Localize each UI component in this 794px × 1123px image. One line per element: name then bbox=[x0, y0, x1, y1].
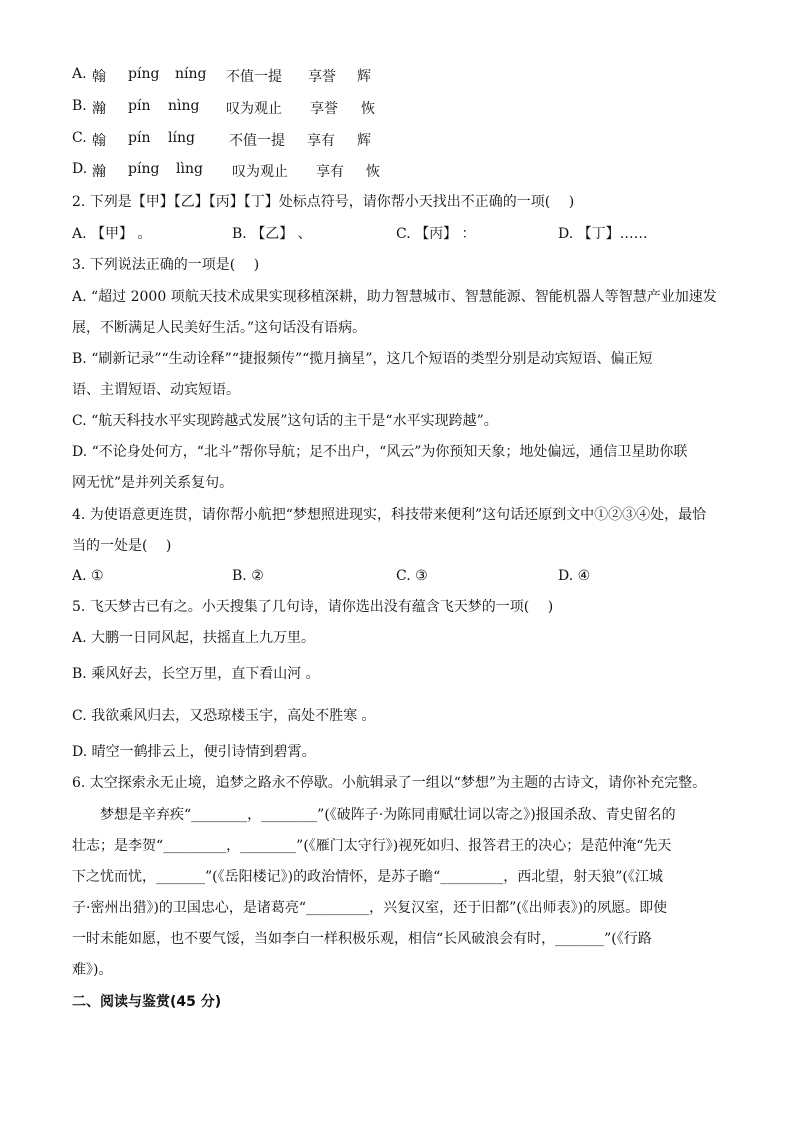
q4-option-d: D. ④ bbox=[558, 568, 591, 584]
q4-option-c: C. ③ bbox=[396, 568, 428, 584]
q3-option-b: B. “刷新记录”“生动诠释”“捷报频传”“揽月摘星”，这几个短语的类型分别是动宾短语、偏正短 bbox=[72, 351, 653, 367]
q3-option-a-cont: 展，不断满足人民美好生活。”这句话没有语病。 bbox=[72, 320, 367, 336]
q6-paragraph-line: 壮志；是李贺“_________，________”(《雁门太守行》)视死如归、报答君王的决心；是范仲淹“先天 bbox=[72, 838, 672, 854]
q1-option-word: 恢 bbox=[366, 164, 380, 180]
q1-option-word: 恢 bbox=[361, 101, 375, 117]
q1-option-pinyin: píng bbox=[128, 66, 160, 82]
q1-option-word: 翰 bbox=[92, 69, 106, 85]
q2-option-b: B. 【乙】 、 bbox=[232, 226, 312, 242]
q1-option-b bbox=[0, 98, 794, 118]
q1-option-pinyin: líng bbox=[168, 130, 195, 146]
q1-option-label: D. bbox=[72, 161, 88, 177]
q1-option-idiom: 叹为观止 bbox=[232, 164, 288, 180]
q1-option-pinyin: pín bbox=[128, 130, 151, 146]
q4-stem: 4. 为使语意更连贯，请你帮小航把“梦想照进现实，科技带来便利”这句话还原到文中①②③④处，最恰 bbox=[72, 507, 707, 523]
q5-stem: 5. 飞天梦古已有之。小天搜集了几句诗，请你选出没有蕴含飞天梦的一项( ) bbox=[72, 599, 554, 615]
q3-option-d: D. “不论身处何方，“北斗”帮你导航；足不出户，“风云”为你预知天象；地处偏远，通信卫星助你联 bbox=[72, 444, 688, 460]
q6-paragraph-line: 下之忧而忧，_______”(《岳阳楼记》)的政治情怀，是苏子瞻“_________，西北望，射天狼”(《江城 bbox=[72, 869, 663, 885]
q5-option-b: B. 乘风好去，长空万里，直下看山河 。 bbox=[72, 666, 320, 682]
q1-option-label: B. bbox=[72, 98, 87, 114]
q3-option-d-cont: 网无忧”是并列关系复句。 bbox=[72, 475, 234, 491]
q1-option-word: 辉 bbox=[357, 133, 371, 149]
q1-option-pinyin: pín bbox=[128, 98, 151, 114]
q1-option-pinyin: lìng bbox=[176, 161, 203, 177]
q1-option-idiom: 不值一提 bbox=[229, 133, 285, 149]
q1-option-pinyin: níng bbox=[175, 66, 207, 82]
q4-stem-cont: 当的一处是( ) bbox=[72, 538, 172, 554]
q4-option-a: A. ① bbox=[72, 568, 104, 584]
q1-option-label: A. bbox=[72, 66, 87, 82]
q5-option-d: D. 晴空一鹤排云上，便引诗情到碧霄。 bbox=[72, 744, 316, 760]
q1-option-word: 辉 bbox=[357, 69, 371, 85]
q4-option-b: B. ② bbox=[232, 568, 264, 584]
q1-option-pinyin: nìng bbox=[168, 98, 200, 114]
q6-paragraph-line: 难》)。 bbox=[72, 962, 113, 978]
q1-option-word: 瀚 bbox=[92, 101, 106, 117]
q1-option-idiom: 叹为观止 bbox=[226, 101, 282, 117]
q3-option-b-cont: 语、主谓短语、动宾短语。 bbox=[72, 382, 240, 398]
q3-option-a: A. “超过 2000 项航天技术成果实现移植深耕，助力智慧城市、智慧能源、智能机器人等智慧产业加速发 bbox=[72, 289, 717, 305]
q1-option-pinyin: píng bbox=[128, 161, 160, 177]
q1-option-word: 享誉 bbox=[310, 101, 338, 117]
q5-option-a: A. 大鹏一日同风起，扶摇直上九万里。 bbox=[72, 630, 316, 646]
q1-option-word: 翰 bbox=[92, 133, 106, 149]
q1-option-word: 瀚 bbox=[92, 164, 106, 180]
q6-stem: 6. 太空探索永无止境，追梦之路永不停歇。小航辑录了一组以“梦想”为主题的古诗文，请你补充完整。 bbox=[72, 775, 707, 791]
q6-paragraph-line: 一时未能如愿，也不要气馁，当如李白一样积极乐观，相信“长风破浪会有时，_______”(《行路 bbox=[72, 931, 652, 947]
q3-stem: 3. 下列说法正确的一项是( ) bbox=[72, 257, 260, 273]
q1-option-a bbox=[0, 66, 794, 86]
q2-option-c: C. 【丙】 ： bbox=[396, 226, 476, 242]
q2-option-a: A. 【甲】 。 bbox=[72, 226, 152, 242]
q1-option-word: 享有 bbox=[316, 164, 344, 180]
q6-paragraph-line: 梦想是辛弃疾“________，________”(《破阵子·为陈同甫赋壮词以寄之》)报国杀敌、青史留名的 bbox=[100, 807, 676, 823]
q1-option-c bbox=[0, 130, 794, 150]
q3-option-c: C. “航天科技水平实现跨越式发展”这句话的主干是“水平实现跨越”。 bbox=[72, 413, 498, 429]
q1-option-d bbox=[0, 161, 794, 181]
q1-option-label: C. bbox=[72, 130, 87, 146]
q2-option-d: D. 【丁】…… bbox=[558, 226, 648, 242]
section-heading: 二、阅读与鉴赏(45 分) bbox=[72, 994, 222, 1010]
q1-option-idiom: 不值一提 bbox=[226, 69, 282, 85]
q6-paragraph-line: 子·密州出猎》)的卫国忠心，是诸葛亮“_________，兴复汉室，还于旧都”(《出师表》)的夙愿。即使 bbox=[72, 900, 668, 916]
q5-option-c: C. 我欲乘风归去，又恐琼楼玉宇，高处不胜寒 。 bbox=[72, 708, 376, 724]
q1-option-word: 享有 bbox=[307, 133, 335, 149]
q1-option-word: 享誉 bbox=[308, 69, 336, 85]
q2-stem: 2. 下列是【甲】【乙】【丙】【丁】处标点符号，请你帮小天找出不正确的一项( ) bbox=[72, 194, 575, 210]
